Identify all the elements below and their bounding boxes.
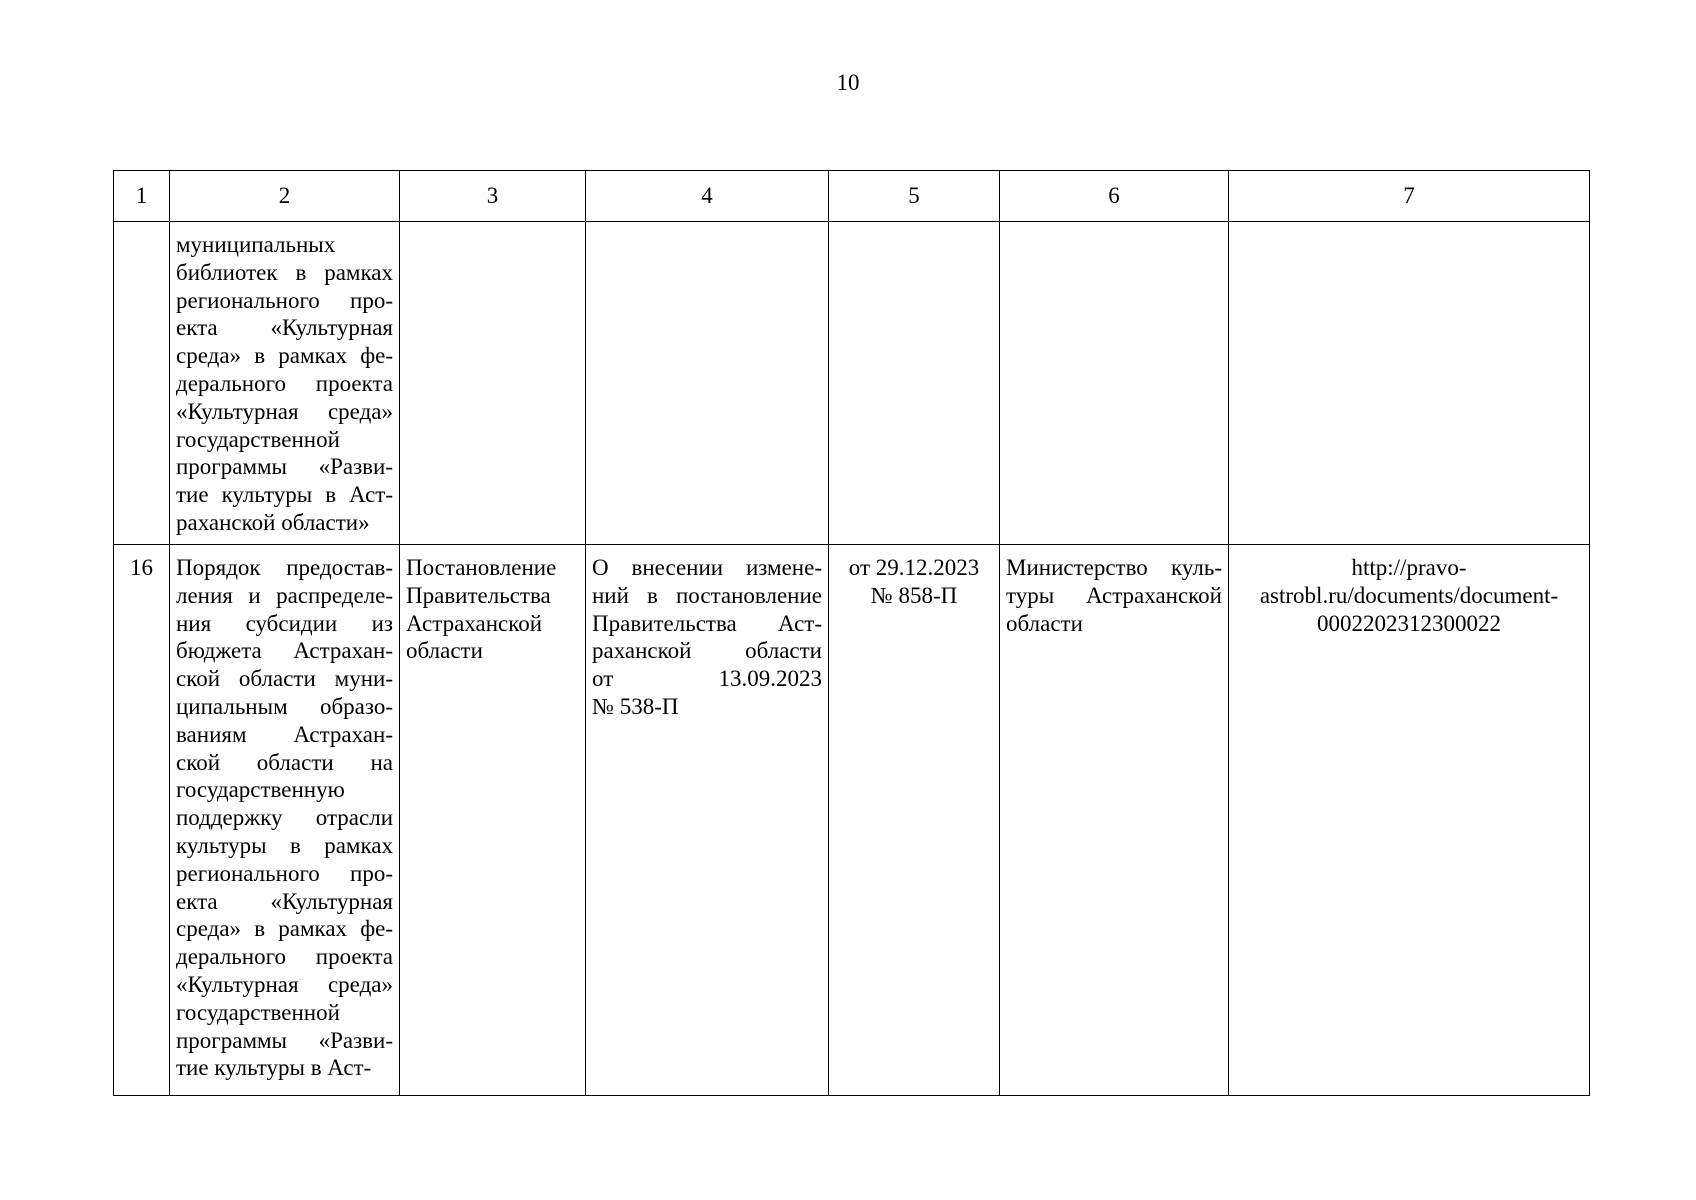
cell-text-line: государственной — [176, 426, 340, 452]
header-col-4: 4 — [586, 171, 829, 222]
cell-text-line: ления и распределе- — [176, 582, 393, 608]
cell-text-line: Правительства Аст- — [592, 610, 822, 636]
cell-text-line: бюджета Астрахан- — [176, 638, 393, 664]
cell-text-line: от 13.09.2023 — [592, 666, 822, 692]
cell-text-line: программы «Разви- — [176, 1027, 393, 1053]
cell-text-line: тие культуры в Аст- — [176, 482, 393, 508]
cell-text-line: ний в постановление — [592, 582, 822, 608]
cell-text-line: ской области на — [176, 749, 393, 775]
cell-text-line: ния субсидии из — [176, 610, 393, 636]
document-date-cell — [829, 222, 1000, 545]
cell-text-line: регионального про- — [176, 287, 393, 313]
cell-text-line: туры Астраханской — [1006, 582, 1222, 608]
cell-text-line: культуры в рамках — [176, 832, 393, 858]
table-row — [114, 222, 1590, 545]
cell-text-line: поддержку отрасли — [176, 805, 393, 831]
document-link-cell[interactable] — [1229, 545, 1590, 1096]
header-col-5: 5 — [829, 171, 1000, 222]
table-row — [114, 545, 1590, 1096]
document-date-cell — [829, 545, 1000, 1096]
registry-table — [113, 170, 1590, 1096]
document-title-cell — [586, 545, 829, 1096]
cell-text-line: программы «Разви- — [176, 454, 393, 480]
authority-cell — [1000, 545, 1229, 1096]
cell-text-line: государственную — [176, 777, 345, 803]
document-name-cell — [170, 222, 400, 545]
cell-text-line: Постановление — [406, 555, 557, 580]
cell-text-line: http://pravo- — [1351, 555, 1467, 580]
document-title-cell — [586, 222, 829, 545]
link-cell — [1229, 222, 1590, 545]
table-header-row — [114, 171, 1590, 222]
cell-text-line: ской области муни- — [176, 666, 393, 692]
document-type-cell — [400, 222, 586, 545]
cell-text-line: «Культурная среда» — [176, 398, 393, 424]
document-type-cell — [400, 545, 586, 1096]
header-col-7: 7 — [1229, 171, 1590, 222]
page-number: 10 — [836, 70, 860, 95]
cell-text-line: ваниям Астрахан- — [176, 721, 393, 747]
header-col-1: 1 — [114, 171, 170, 222]
cell-text-line: екта «Культурная — [176, 315, 393, 341]
cell-text-line: среда» в рамках фе- — [176, 916, 393, 942]
row-number-cell: 16 — [114, 545, 170, 1096]
cell-text-line: раханской области — [592, 638, 822, 664]
cell-text-line: дерального проекта — [176, 370, 393, 396]
cell-text-line: Правительства — [406, 582, 551, 608]
cell-text-line: ципальным образо- — [176, 693, 393, 719]
cell-text-line: О внесении измене- — [592, 555, 822, 580]
cell-text-line: № 538-П — [592, 693, 679, 719]
cell-text-line: № 858-П — [870, 582, 958, 608]
document-name-cell — [170, 545, 400, 1096]
cell-text-line: «Культурная среда» — [176, 971, 393, 997]
cell-text-line: области — [1006, 610, 1083, 636]
cell-text-line: тие культуры в Аст- — [176, 1055, 372, 1081]
cell-text-line: екта «Культурная — [176, 888, 393, 914]
row-number-cell — [114, 222, 170, 545]
cell-text-line: от 29.12.2023 — [848, 555, 980, 580]
cell-text-line: Астраханской — [406, 610, 543, 636]
cell-text-line: раханской области» — [176, 509, 370, 535]
cell-text-line: среда» в рамках фе- — [176, 343, 393, 369]
cell-text-line: дерального проекта — [176, 944, 393, 970]
cell-text-line: области — [406, 638, 483, 664]
authority-cell — [1000, 222, 1229, 545]
cell-text-line: библиотек в рамках — [176, 259, 393, 285]
cell-text-line: государственной — [176, 999, 340, 1025]
cell-text-line: муниципальных — [176, 232, 336, 257]
header-col-3: 3 — [400, 171, 586, 222]
cell-text-line: регионального про- — [176, 860, 393, 886]
cell-text-line: 0002202312300022 — [1317, 610, 1501, 636]
cell-text-line: Министерство куль- — [1006, 555, 1222, 580]
cell-text-line: astrobl.ru/documents/document- — [1259, 582, 1559, 608]
header-col-2: 2 — [170, 171, 400, 222]
header-col-6: 6 — [1000, 171, 1229, 222]
cell-text-line: Порядок предостав- — [176, 555, 393, 580]
